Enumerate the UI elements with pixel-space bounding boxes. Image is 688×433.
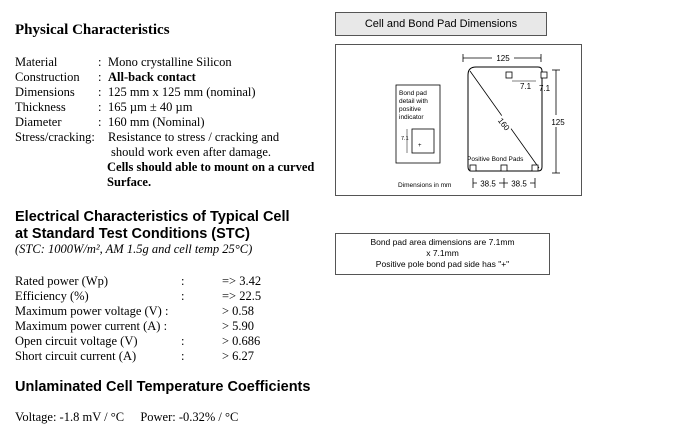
- elec-label: Maximum power voltage (V) :: [15, 304, 169, 318]
- detail-pad: [412, 129, 434, 153]
- spec-row-dimensions: [15, 85, 345, 100]
- physical-spec-list: [15, 55, 345, 195]
- spec-value: 125 mm x 125 mm (nominal): [108, 85, 256, 99]
- spec-label: Material: [15, 55, 58, 69]
- spec-label: Thickness: [15, 100, 66, 114]
- mount-note-line1: Cells should able to mount on a curved: [107, 160, 315, 174]
- elec-row-short-circuit-current: [15, 349, 335, 364]
- dim-diag-label: 160: [495, 116, 512, 133]
- spec-value: 165 µm ± 40 µm: [108, 100, 193, 114]
- spec-colon: :: [98, 85, 102, 99]
- spec-label: Stress/cracking:: [15, 130, 95, 144]
- bond-pad: [501, 165, 507, 171]
- elec-colon: :: [181, 334, 185, 348]
- elec-row-open-circuit-voltage: [15, 334, 335, 349]
- elec-value: > 0.58: [222, 304, 255, 318]
- note-line3: Positive pole bond pad side has "+": [375, 259, 510, 269]
- spec-value: 160 mm (Nominal): [108, 115, 205, 129]
- elec-label: Open circuit voltage (V): [15, 334, 138, 348]
- elec-row-max-power-voltage: [15, 304, 335, 319]
- elec-row-max-power-current: [15, 319, 335, 334]
- detail-label-line1: Bond pad: [399, 90, 427, 97]
- bond-pad: [506, 72, 512, 78]
- physical-heading: Physical Characteristics: [15, 22, 170, 38]
- elec-value: => 3.42: [222, 274, 262, 288]
- bond-pad: [470, 165, 476, 171]
- elec-value: => 22.5: [222, 289, 262, 303]
- detail-label-line3: positive: [399, 106, 422, 113]
- elec-label: Efficiency (%): [15, 289, 89, 303]
- mount-note-line2: Surface.: [107, 175, 152, 189]
- note-line1: Bond pad area dimensions are 7.1mm: [370, 237, 515, 247]
- spec-value: All-back contact: [108, 70, 196, 84]
- dim-right-label: 125: [551, 118, 565, 127]
- electrical-heading-line2: at Standard Test Conditions (STC): [15, 226, 250, 242]
- spec-row-diameter: [15, 115, 345, 130]
- cell-dimension-diagram: [335, 44, 582, 196]
- spec-label: Diameter: [15, 115, 62, 129]
- spec-label: Construction: [15, 70, 80, 84]
- cell-drawing: [336, 45, 581, 195]
- elec-label: Maximum power current (A) :: [15, 319, 168, 333]
- detail-dim-label: 7.1: [401, 136, 409, 142]
- pads-label: Positive Bond Pads: [467, 156, 524, 163]
- detail-label-line2: detail with: [399, 98, 428, 105]
- spec-row-material: [15, 55, 345, 70]
- dim-bottom-b: 38.5: [511, 179, 527, 189]
- elec-label: Short circuit current (A): [15, 349, 137, 363]
- pad-dim-a: 7.1: [520, 82, 532, 91]
- bond-pad: [541, 72, 547, 78]
- elec-colon: :: [181, 274, 185, 288]
- units-label: Dimensions in mm: [398, 182, 452, 189]
- note-line2: x 7.1mm: [426, 248, 459, 258]
- spec-value: Mono crystalline Silicon: [108, 55, 232, 69]
- detail-plus-label: +: [418, 143, 422, 149]
- dim-top-label: 125: [496, 54, 510, 63]
- elec-label: Rated power (Wp): [15, 274, 109, 288]
- pad-dim-b: 7.1: [539, 84, 551, 93]
- spec-colon: :: [98, 115, 102, 129]
- spec-colon: :: [98, 70, 102, 84]
- elec-value: > 5.90: [222, 319, 255, 333]
- bond-pad-note: [335, 233, 550, 275]
- bond-pad: [532, 165, 538, 171]
- spec-row-construction: [15, 70, 345, 85]
- spec-colon: :: [98, 55, 102, 69]
- elec-row-efficiency: [15, 289, 335, 304]
- electrical-heading-line1: Electrical Characteristics of Typical Cell: [15, 209, 290, 225]
- stc-note: (STC: 1000W/m², AM 1.5g and cell temp 25°C): [15, 242, 253, 256]
- temperature-heading: Unlaminated Cell Temperature Coefficients: [15, 379, 311, 395]
- elec-colon: :: [181, 289, 185, 303]
- spec-row-thickness: [15, 100, 345, 115]
- spec-row-stress: [15, 130, 345, 145]
- dim-bottom-a: 38.5: [480, 179, 496, 189]
- elec-row-rated-power: [15, 274, 335, 289]
- spec-value: Resistance to stress / cracking and: [108, 130, 280, 144]
- electrical-spec-list: [15, 274, 335, 366]
- elec-colon: :: [181, 349, 185, 363]
- power-coefficient: Power: -0.32% / °C: [140, 410, 239, 424]
- elec-value: > 0.686: [222, 334, 261, 348]
- stress-continuation: should work even after damage.: [111, 145, 272, 159]
- temperature-coefficients: [15, 410, 238, 425]
- elec-value: > 6.27: [222, 349, 255, 363]
- voltage-coefficient: Voltage: -1.8 mV / °C: [15, 410, 125, 424]
- spec-label: Dimensions: [15, 85, 75, 99]
- spec-colon: :: [98, 100, 102, 114]
- diagram-title: Cell and Bond Pad Dimensions: [335, 12, 547, 36]
- detail-label-line4: indicator: [399, 114, 424, 121]
